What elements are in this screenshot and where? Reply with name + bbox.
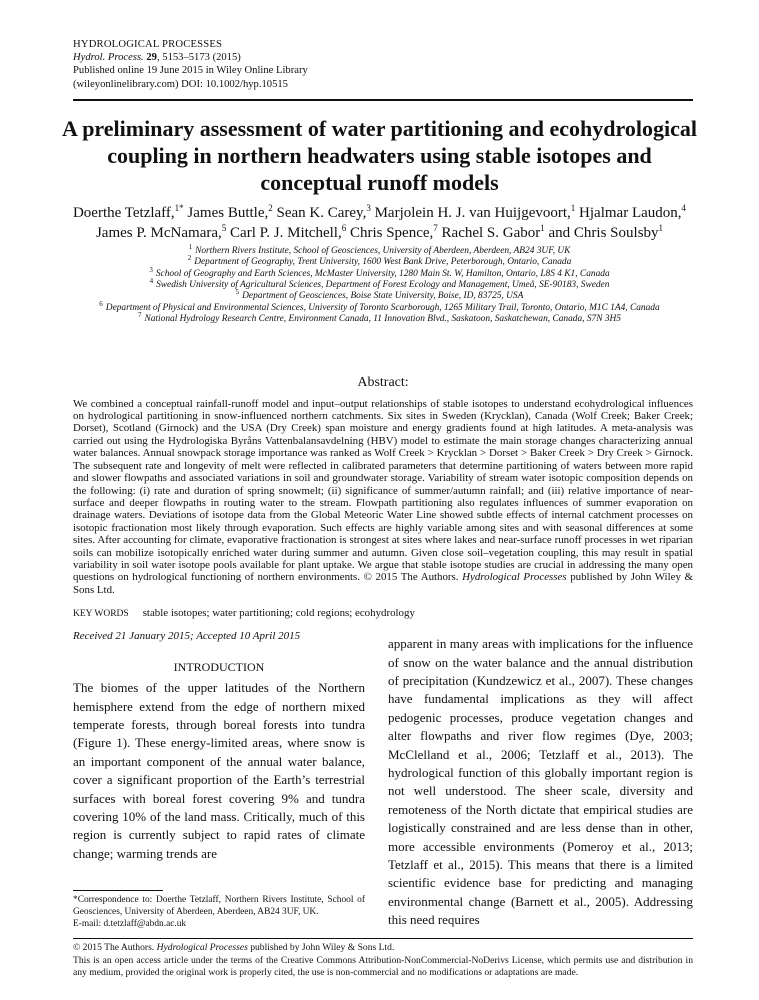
author	[349, 222, 438, 241]
author-affiliation-mark: 3	[366, 202, 371, 213]
author-name: Rachel S. Gabor	[441, 224, 541, 241]
introduction-left-column: The biomes of the upper latitudes of the Northern hemisphere extend from the edge of northern mixed temperate forests, through boreal forests into tundra (Figure 1). These energy-limited areas, where snow is an important component of the annual water balance, cover a significant proportion of the Earth’s terrestrial surfaces with boreal forest covering 9% and tundra covering 10% of the land mass. Critically, much of this region is currently subject to rapid rates of climate change; warming trends are	[73, 680, 365, 861]
page-footer	[73, 938, 693, 979]
author	[187, 202, 273, 221]
header-rule	[73, 99, 693, 101]
footer-copyright	[73, 942, 693, 954]
citation-volume: 29	[146, 52, 157, 64]
affiliation-text: Department of Physical and Environmental Sciences, University of Toronto Scarborough, 1265 Military Trail, Toronto, Ontario, M1C 1A4, Canada	[105, 302, 660, 313]
correspondence-footnote	[73, 894, 365, 930]
affiliation	[50, 276, 710, 291]
affiliation	[50, 242, 710, 257]
affiliation-text: Northern Rivers Institute, School of Geosciences, University of Aberdeen, Aberdeen, AB24 3UF, UK	[195, 245, 571, 256]
introduction-right-column: apparent in many areas with implications for the influence of snow on the water balance and the annual distribution of precipitation (Kundzewicz et al., 2007). These changes have fundamental implications as they will affect pedogenic processes, produce vegetation changes and alter flowpaths and river flow regimes (Dye, 2003; McClelland et al., 2006; Tetzlaff et al., 2013). The hydrological function of this globally important region is not well understood. The sheer scale, diversity and remoteness of the North dictate that empirical studies are logistically constrained and are less dense than in other, more accessible environments (Pomeroy et al., 2013; Tetzlaff et al., 2015). This means that there is a limited scientific evidence base for predicting and managing environmental change (Barnett et al., 2005). Addressing this need requires	[388, 636, 693, 928]
author-affiliation-mark: 2	[268, 202, 273, 213]
keywords-label: KEY WORDS	[73, 609, 129, 620]
author	[374, 202, 576, 221]
citation-pages: , 5153–5173 (2015)	[156, 52, 241, 64]
affiliation	[50, 311, 710, 325]
citation-journal: Hydrol. Process.	[73, 52, 144, 64]
affiliation	[50, 288, 710, 302]
journal-name: HYDROLOGICAL PROCESSES	[73, 39, 223, 50]
introduction-heading: INTRODUCTION	[173, 660, 265, 675]
author	[95, 222, 227, 241]
author-name: Sean K. Carey,	[276, 204, 367, 221]
correspondence-email[interactable]: E-mail: d.tetzlaff@abdn.ac.uk	[73, 919, 187, 930]
keywords	[73, 607, 693, 621]
affiliation-text: Swedish University of Agricultural Sciences, Department of Forest Ecology and Management, Umeå, SE-90183, Sweden	[156, 280, 610, 291]
affiliation-number: 4	[149, 276, 154, 285]
doi-line[interactable]: (wileyonlinelibrary.com) DOI: 10.1002/hyp.10515	[73, 78, 288, 90]
affiliation-number: 7	[137, 311, 142, 320]
author-affiliation-mark: 1	[570, 202, 576, 213]
author-affiliation-mark: 6	[341, 222, 347, 233]
author	[441, 222, 545, 241]
abstract-text-end: published by John Wiley & Sons Ltd.	[73, 571, 693, 596]
author	[579, 202, 687, 221]
correspondence-text: *Correspondence to: Doerthe Tetzlaff, Northern Rivers Institute, School of Geosciences, University of Aberdeen, Aberdeen, AB24 3UF, UK.	[73, 895, 365, 918]
author-affiliation-mark: 7	[433, 222, 438, 233]
author-affiliation-mark: 4	[681, 202, 687, 213]
author-name: Marjolein H. J. van Huijgevoort,	[374, 204, 571, 221]
copyright-a: © 2015 The Authors.	[73, 942, 157, 954]
author-affiliation-mark: 1*	[174, 202, 184, 213]
copyright-journal: Hydrological Processes	[156, 942, 248, 954]
author-affiliation-mark: 1	[540, 222, 545, 233]
author-name: Carl P. J. Mitchell,	[230, 224, 342, 241]
affiliation	[50, 299, 710, 314]
author	[548, 222, 664, 241]
abstract-heading: Abstract:	[357, 374, 409, 390]
author-name: Hjalmar Laudon,	[579, 204, 682, 221]
published-line: Published online 19 June 2015 in Wiley Online Library	[73, 65, 308, 77]
affiliation-number: 2	[187, 254, 192, 263]
affiliation-list	[50, 242, 710, 326]
author-affiliation-mark: 1	[658, 222, 664, 233]
affiliation-number: 1	[188, 242, 193, 251]
affiliation	[50, 265, 710, 280]
affiliation-text: Department of Geosciences, Boise State University, Boise, ID, 83725, USA	[242, 291, 524, 302]
author-name: Doerthe Tetzlaff,	[72, 204, 175, 221]
author-name: and Chris Soulsby	[548, 224, 659, 241]
affiliation-text: National Hydrology Research Centre, Environment Canada, 11 Innovation Blvd., Saskatoon, Saskatchewan, Canada, S7N 3H5	[144, 314, 621, 325]
paper-title: A preliminary assessment of water partitioning and ecohydrological coupling in northern headwaters using stable isotopes and conceptual runoff models	[62, 115, 697, 195]
affiliation-text: Department of Geography, Trent University, 1600 West Bank Drive, Peterborough, Ontario, Canada	[194, 257, 572, 268]
affiliation-number: 5	[235, 288, 240, 297]
left-column	[73, 659, 365, 930]
citation	[73, 51, 693, 64]
author-name: James Buttle,	[187, 204, 269, 221]
author-name: James P. McNamara,	[95, 224, 222, 241]
affiliation-text: School of Geography and Earth Sciences, McMaster University, 1280 Main St. W, Hamilton, Ontario, L8S 4 K1, Canada	[155, 268, 610, 279]
abstract-journal: Hydrological Processes	[462, 571, 567, 584]
footnote-rule	[73, 890, 163, 891]
author-list	[55, 203, 705, 243]
author	[72, 202, 184, 221]
keywords-text: stable isotopes; water partitioning; cold regions; ecohydrology	[142, 607, 415, 620]
author	[276, 202, 371, 221]
author-name: Chris Spence,	[349, 224, 434, 241]
author-affiliation-mark: 5	[221, 222, 227, 233]
footer-license: This is an open access article under the terms of the Creative Commons Attribution-NonCommercial-NoDerivs License, which permits use and distribution in any medium, provided the original work is properly cited, the use is non-commercial and no modifications or adaptations are made.	[73, 954, 693, 978]
abstract-body	[73, 398, 693, 597]
affiliation-number: 3	[149, 265, 153, 274]
received-dates: Received 21 January 2015; Accepted 10 April 2015	[73, 630, 301, 643]
abstract-text: We combined a conceptual rainfall-runoff model and input–output relationships of stable isotopes to understand ecohydrological influences on hydrological partitioning in snow-influenced northern catchments. Six sites in Sweden (Krycklan), Canada (Wolf Creek; Baker Creek; Dorset), Scotland (Girnock) and the USA (Dry Creek) span moisture and energy gradients found at high latitudes. A meta-analysis was carried out using the Hydrologiska Byråns Vattenbalansavdelning (HBV) model to estimate the main storage changes characterizing annual water balances. Annual snowpack storage importance was ranked as Wolf Creek > Krycklan > Dorset > Baker Creek > Dry Creek > Girnock. The subsequent rate and longevity of melt were reflected in calibrated parameters that determine partitioning of waters between more rapid and slower flowpaths and associated variations in soil and groundwater storage. Variability of stream water isotopic composition depends on the following: (i) rate and duration of spring snowmelt; (ii) significance of summer/autumn rainfall; and (iii) relative importance of near-surface and deeper flowpaths in routing water to the stream. Flowpath partitioning also regulates influences of summer evaporation on drainage waters. Deviations of isotope data from the Global Meteoric Water Line showed subtle effects of internal catchment processes on isotopic fractionation most likely through evaporation. Such effects are highly variable among sites and with seasonal differences at some sites. After accounting for climate, evaporative fractionation is strongest at sites where lakes and near-surface runoff processes in wet riparian soils can mobilize isotopically enriched water during summer and autumn. Given close soil–vegetation coupling, this may result in spatial variability in soil water isotope pools available for plant uptake. We argue that stable isotope studies are crucial in addressing the many open questions on hydrological functioning of northern environments. © 2015 The Authors.	[73, 397, 693, 584]
author	[230, 222, 347, 241]
copyright-b: published by John Wiley & Sons Ltd.	[247, 942, 395, 954]
affiliation-number: 6	[99, 299, 103, 308]
journal-header	[73, 38, 693, 91]
